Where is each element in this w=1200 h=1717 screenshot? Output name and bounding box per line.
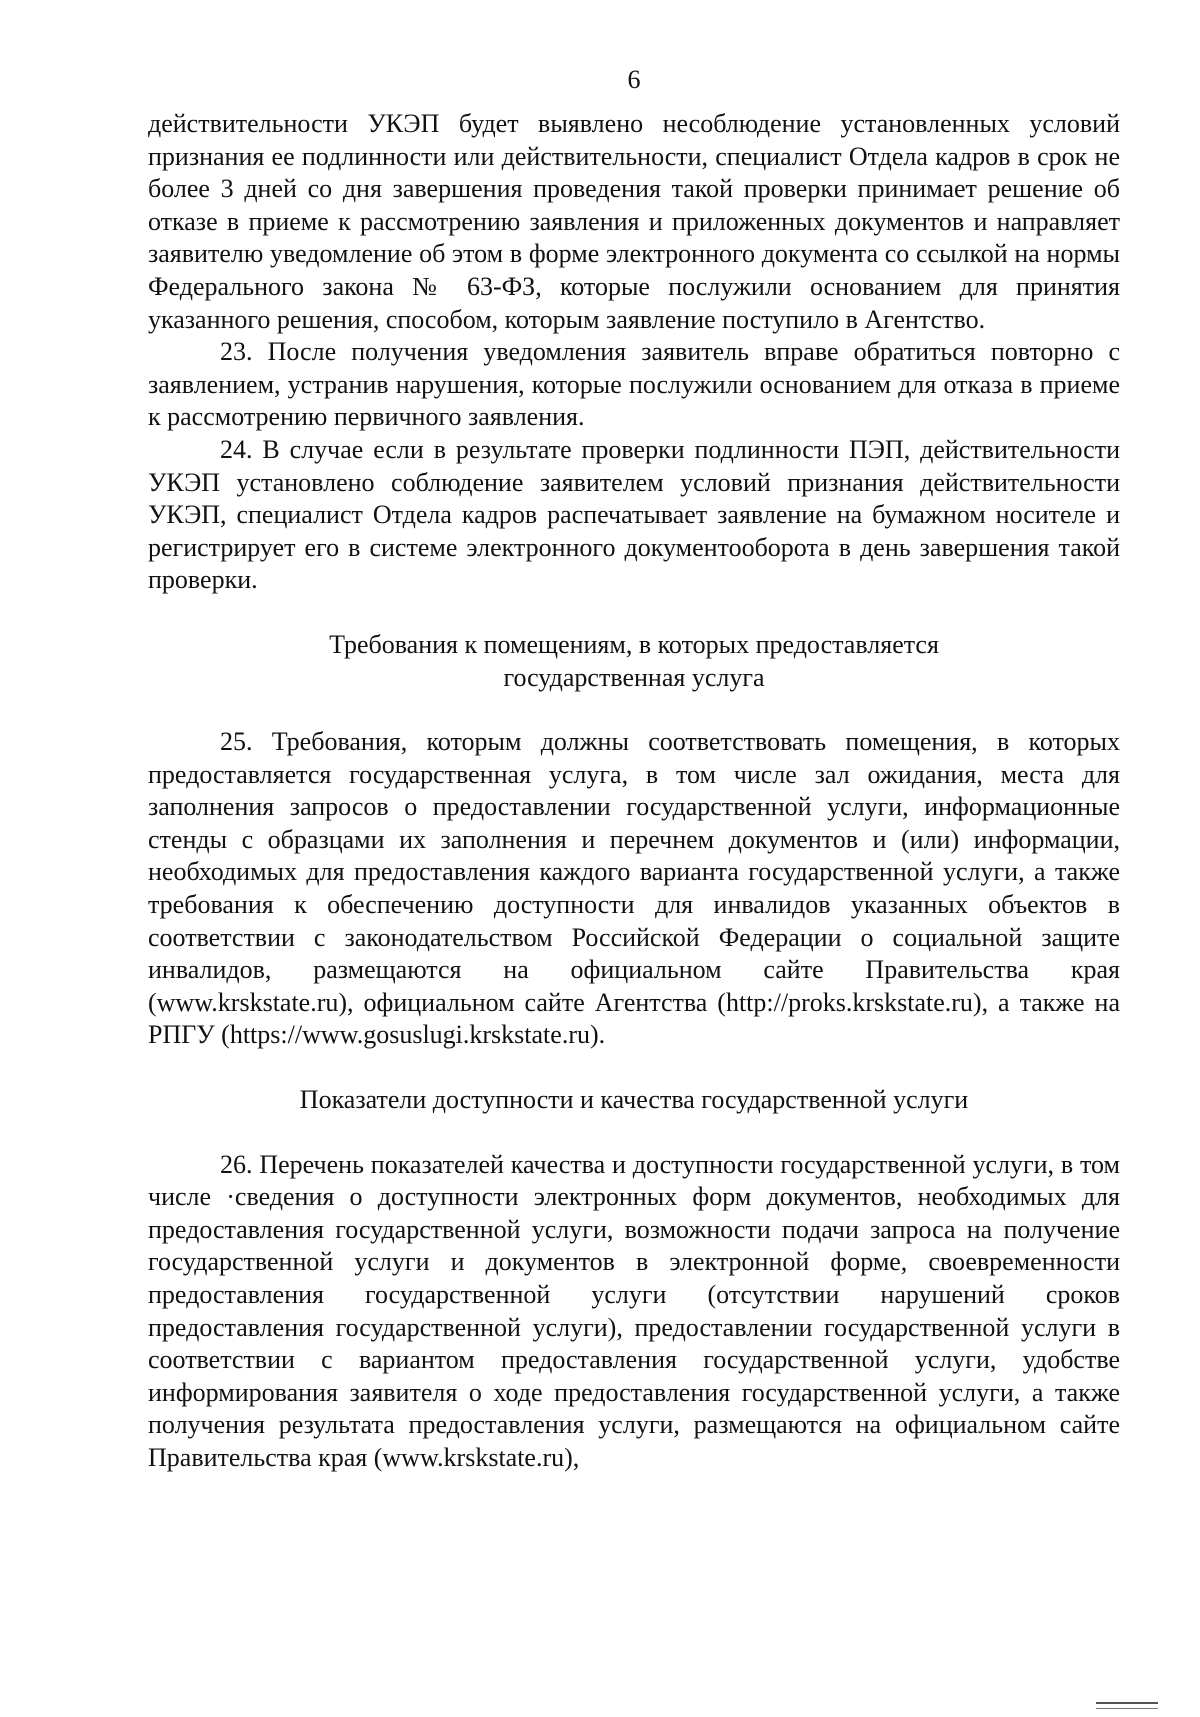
spacer bbox=[148, 1052, 1120, 1084]
page-number: 6 bbox=[627, 65, 641, 94]
paragraph-26: 26. Перечень показателей качества и доступности государственной услуги, в том числе ·сведения о доступности электронных форм документов, необходимых для предоставления государственной услуги, возможности подачи запроса на получение государственной услуги и документов в электронной форме, своевременности предоставления государственной услуги (отсутствии нарушений сроков предоставления государственной услуги), предоставлении государственной услуги в соответствии с вариантом предоставления государственной услуги, удобстве информирования заявителя о ходе предоставления государственной услуги, а также получения результата предоставления услуги, размещаются на официальном сайте Правительства края (www.krskstate.ru), bbox=[148, 1149, 1120, 1472]
paragraph-continuation: действительности УКЭП будет выявлено несоблюдение установленных условий признания ее подлинности или действительности, специалист Отдела кадров в срок не более 3 дней со дня завершения проведения такой проверки принимает решение об отказе в приеме к рассмотрению заявления и приложенных документов и направляет заявителю уведомление об этом в форме электронного документа со ссылкой на нормы Федерального закона № 63-ФЗ, которые послужили основанием для принятия указанного решения, способом, которым заявление поступило в Агентство. bbox=[148, 109, 1120, 334]
heading-line: государственная услуга bbox=[503, 662, 765, 692]
spacer bbox=[148, 1117, 1120, 1149]
spacer bbox=[148, 597, 1120, 629]
paragraph-24: 24. В случае если в результате проверки подлинности ПЭП, действительности УКЭП установлено соблюдение заявителем условий признания действительности УКЭП, специалист Отдела кадров распечатывает заявление на бумажном носителе и регистрирует его в системе электронного документооборота в день завершения такой проверки. bbox=[148, 434, 1120, 595]
section-heading-premises bbox=[148, 629, 1120, 694]
section-heading-quality: Показатели доступности и качества государственной услуги bbox=[299, 1085, 969, 1115]
document-page bbox=[148, 64, 1120, 1475]
heading-line: Требования к помещениям, в которых предоставляется bbox=[329, 629, 939, 659]
scan-artifact bbox=[1096, 1702, 1158, 1709]
spacer bbox=[148, 694, 1120, 726]
paragraph-25: 25. Требования, которым должны соответствовать помещения, в которых предоставляется государственная услуга, в том числе зал ожидания, места для заполнения запросов о предоставлении государственной услуги, информационные стенды с образцами их заполнения и перечнем документов и (или) информации, необходимых для предоставления каждого варианта государственной услуги, а также требования к обеспечению доступности для инвалидов указанных объектов в соответствии с законодательством Российской Федерации о социальной защите инвалидов, размещаются на официальном сайте Правительства края (www.krskstate.ru), официальном сайте Агентства (http://proks.krskstate.ru), а также на РПГУ (https://www.gosuslugi.krskstate.ru). bbox=[148, 727, 1120, 1050]
paragraph-23: 23. После получения уведомления заявитель вправе обратиться повторно с заявлением, устранив нарушения, которые послужили основанием для отказа в приеме к рассмотрению первичного заявления. bbox=[148, 337, 1120, 432]
